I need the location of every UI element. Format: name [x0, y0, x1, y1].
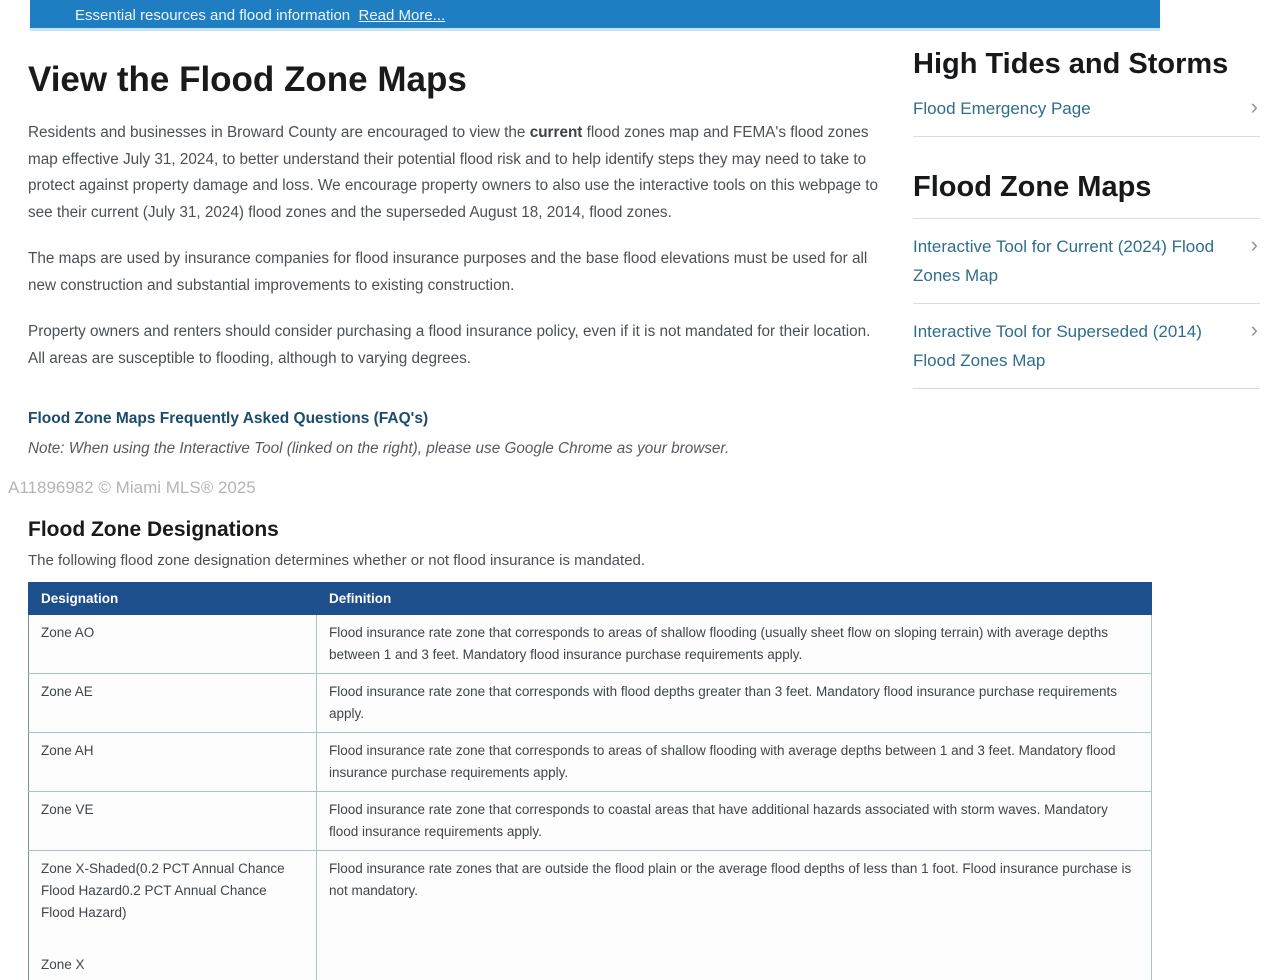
table-header-row [29, 583, 1152, 615]
designation-cell: Zone VE [29, 792, 317, 851]
chevron-right-icon: › [1250, 94, 1258, 119]
table-row [29, 733, 1152, 792]
definition-cell: Flood insurance rate zones that are outside the flood plain or the average flood depths of less than 1 foot. Flood insurance purchase is not mandatory. [317, 851, 1152, 980]
intro-paragraph-bold: current [529, 124, 583, 141]
intro-paragraph-end: flood zones map and FEMA's flood zones map effective July 31, 2024, to better understand their potential flood risk and to help identify steps they may need to take to protect against property damage and loss. We encourage property owners to also use the interactive tools on this webpage to see their current (July 31, 2024) flood zones and the superseded August 18, 2014, flood zones. [28, 124, 879, 221]
mls-watermark: A11896982 © Miami MLS® 2025 [8, 478, 256, 497]
designations-section [28, 518, 1152, 980]
browser-note: Note: When using the Interactive Tool (linked on the right), please use Google Chrome as your browser. [28, 440, 730, 457]
chevron-right-icon: › [1250, 232, 1258, 257]
table-row [29, 674, 1152, 733]
designation-line-1: Zone X-Shaded(0.2 PCT Annual Chance Flood Hazard0.2 PCT Annual Chance Flood Hazard) [41, 861, 285, 920]
sidebar-link-label: Flood Emergency Page [913, 99, 1091, 118]
sidebar-divider [913, 388, 1260, 389]
designation-cell: Zone AO [29, 615, 317, 674]
policy-paragraph: Property owners and renters should consider purchasing a flood insurance policy, even if it is not mandated for their location. All areas are susceptible to flooding, although to varying degrees. [28, 323, 871, 367]
table-row [29, 851, 1152, 980]
designations-title: Flood Zone Designations [28, 518, 279, 541]
sidebar-heading-high-tides: High Tides and Storms [913, 48, 1229, 80]
designation-line-2: Zone X [41, 957, 85, 972]
intro-paragraph-start: Residents and businesses in Broward County are encouraged to view the [28, 124, 530, 141]
faq-link[interactable]: Flood Zone Maps Frequently Asked Questions (FAQ's) [28, 410, 429, 427]
sidebar-link-flood-emergency[interactable] [913, 81, 1260, 136]
intro-paragraph [28, 120, 884, 226]
sidebar-link-current-2024-tool[interactable] [913, 219, 1260, 303]
sidebar-link-superseded-2014-tool[interactable] [913, 304, 1260, 388]
sidebar-link-label: Interactive Tool for Superseded (2014) Flood Zones Map [913, 322, 1202, 370]
designations-subtitle: The following flood zone designation determines whether or not flood insurance is mandated. [28, 552, 646, 569]
table-row [29, 792, 1152, 851]
designation-cell: Zone AE [29, 674, 317, 733]
designation-cell [29, 851, 317, 980]
article-main [28, 60, 884, 463]
flood-zone-table [28, 582, 1152, 980]
alert-banner-text: Essential resources and flood information [75, 7, 351, 24]
page-title: View the Flood Zone Maps [28, 60, 467, 99]
sidebar-link-label: Interactive Tool for Current (2024) Flood Zones Map [913, 237, 1215, 285]
chevron-right-icon: › [1250, 317, 1258, 342]
definition-cell: Flood insurance rate zone that corresponds to areas of shallow flooding with average depths between 1 and 3 feet. Mandatory flood insurance purchase requirements apply. [317, 733, 1152, 792]
definition-cell: Flood insurance rate zone that corresponds to coastal areas that have additional hazards associated with storm waves. Mandatory flood insurance requirements apply. [317, 792, 1152, 851]
table-header-definition: Definition [317, 583, 1152, 615]
sidebar [913, 48, 1260, 389]
sidebar-heading-flood-zone-maps: Flood Zone Maps [913, 171, 1152, 203]
table-row [29, 615, 1152, 674]
read-more-link[interactable]: Read More... [358, 7, 446, 24]
definition-cell: Flood insurance rate zone that corresponds to areas of shallow flooding (usually sheet flow on sloping terrain) with average depths between 1 and 3 feet. Mandatory flood insurance purchase requirements apply. [317, 615, 1152, 674]
designation-cell: Zone AH [29, 733, 317, 792]
alert-banner [30, 0, 1160, 31]
insurance-paragraph: The maps are used by insurance companies for flood insurance purposes and the base flood elevations must be used for all new construction and substantial improvements to existing construction. [28, 250, 868, 294]
table-header-designation: Designation [29, 583, 317, 615]
definition-cell: Flood insurance rate zone that corresponds with flood depths greater than 3 feet. Mandatory flood insurance purchase requirements apply. [317, 674, 1152, 733]
